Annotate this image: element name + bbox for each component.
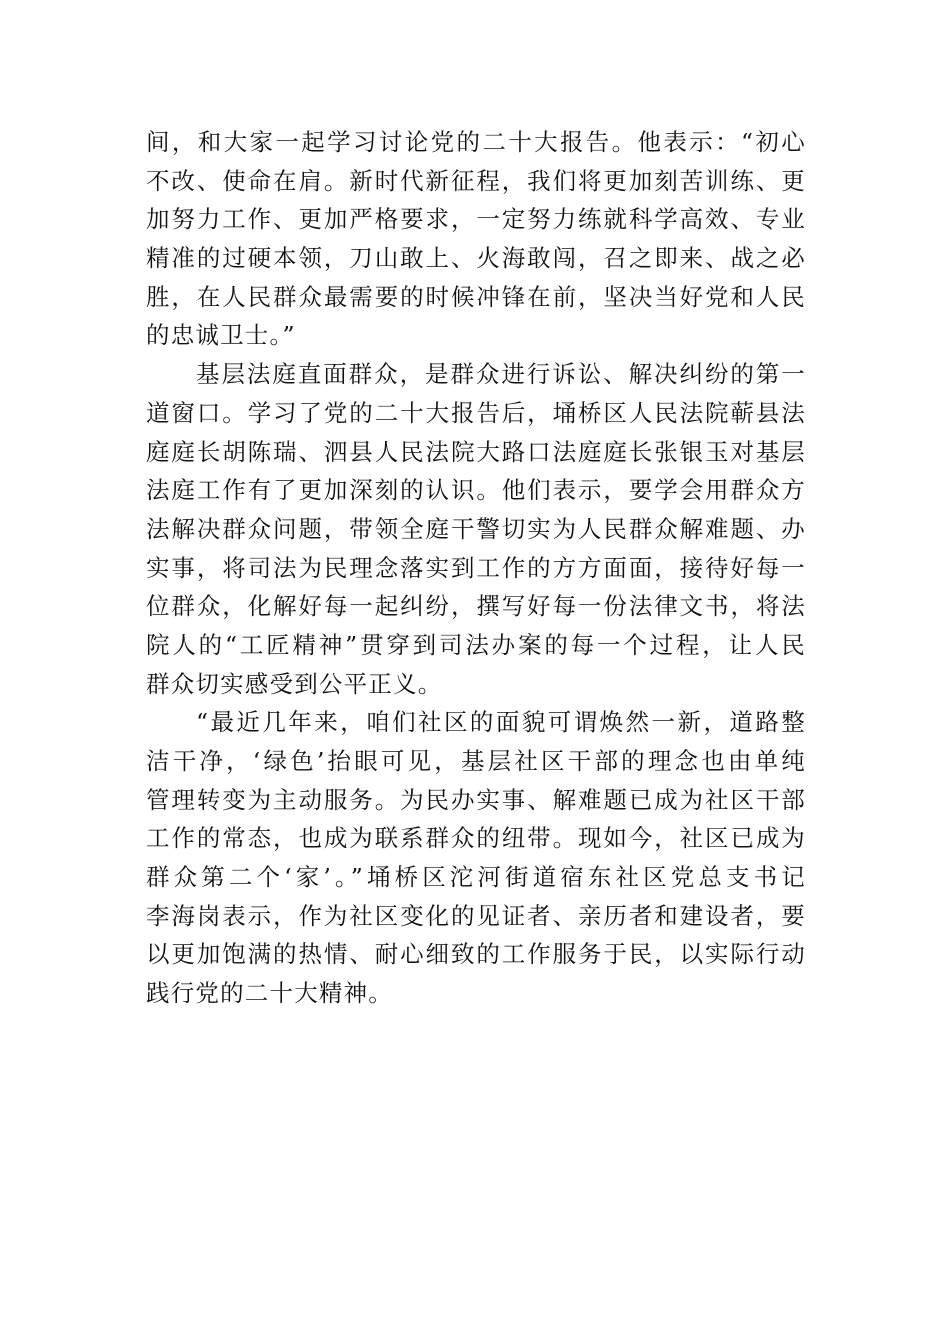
text-line: 庭庭长胡陈瑞、泗县人民法院大路口法庭庭长张银玉对基层	[146, 437, 806, 466]
body-text	[146, 123, 806, 1013]
text-line: 加努力工作、更加严格要求，一定努力练就科学高效、专业	[146, 205, 806, 234]
text-line: “最近几年来，咱们社区的面貌可谓焕然一新，道路整	[196, 708, 806, 737]
text-line: 基层法庭直面群众，是群众进行诉讼、解决纠纷的第一	[196, 360, 806, 389]
paragraph-3	[146, 703, 806, 1013]
text-line: 的忠诚卫士。”	[146, 321, 296, 350]
text-line: 道窗口。学习了党的二十大报告后，埇桥区人民法院蕲县法	[146, 398, 806, 427]
text-line: 实事，将司法为民理念落实到工作的方方面面，接待好每一	[146, 553, 806, 582]
text-line: 以更加饱满的热情、耐心细致的工作服务于民，以实际行动	[146, 940, 806, 969]
text-line: 不改、使命在肩。新时代新征程，我们将更加刻苦训练、更	[146, 166, 806, 195]
paragraph-1	[146, 123, 806, 355]
text-line: 工作的常态，也成为联系群众的纽带。现如今，社区已成为	[146, 824, 806, 853]
text-line: 洁干净，‘绿色’抬眼可见，基层社区干部的理念也由单纯	[146, 747, 806, 775]
text-line: 胜，在人民群众最需要的时候冲锋在前，坚决当好党和人民	[146, 282, 806, 311]
text-line: 法庭工作有了更加深刻的认识。他们表示，要学会用群众方	[146, 476, 806, 505]
paragraph-2	[146, 355, 806, 703]
text-line: 群众切实感受到公平正义。	[146, 669, 443, 698]
text-line: 位群众，化解好每一起纠纷，撰写好每一份法律文书，将法	[146, 592, 806, 621]
text-line: 管理转变为主动服务。为民办实事、解难题已成为社区干部	[146, 785, 806, 814]
text-line: 践行党的二十大精神。	[146, 979, 393, 1008]
text-line: 法解决群众问题，带领全庭干警切实为人民群众解难题、办	[146, 514, 806, 543]
text-line: 李海岗表示，作为社区变化的见证者、亲历者和建设者，要	[146, 901, 806, 930]
text-line: 院人的“工匠精神”贯穿到司法办案的每一个过程，让人民	[146, 630, 806, 659]
text-line: 群众第二个‘家’。”埇桥区沱河街道宿东社区党总支书记	[146, 863, 806, 892]
text-line: 间，和大家一起学习讨论党的二十大报告。他表示：“初心	[146, 128, 806, 156]
text-line: 精准的过硬本领，刀山敢上、火海敢闯，召之即来、战之必	[146, 244, 806, 273]
